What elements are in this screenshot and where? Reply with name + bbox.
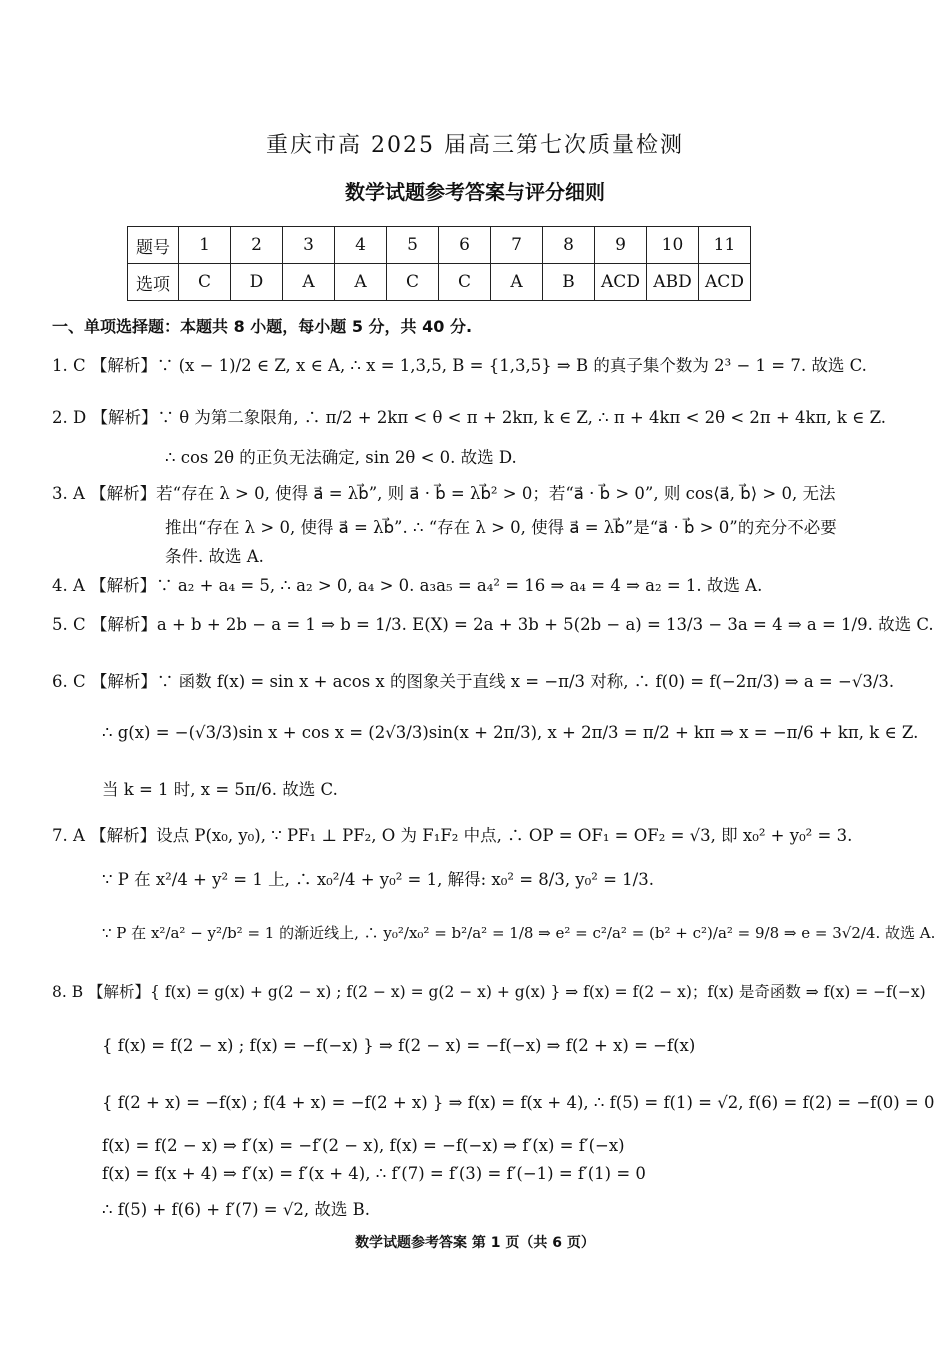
solution-6: 6. C 【解析】∵ 函数 f(x) = sin x + acos x 的图象关于直线 x = −π/3 对称, ∴ f(0) = f(−2π/3) ⇒ a = −√3/3.: [52, 672, 895, 691]
solution-2-cont: ∴ cos 2θ 的正负无法确定, sin 2θ < 0. 故选 D.: [165, 448, 517, 467]
number-cell: 5: [387, 227, 439, 264]
page-title: 重庆市高 2025 届高三第七次质量检测: [266, 133, 684, 158]
number-cell: 4: [335, 227, 387, 264]
answer-row-label: 选项: [128, 264, 179, 301]
answer-cell: A: [335, 264, 387, 301]
number-cell: 10: [647, 227, 699, 264]
answer-cell: C: [387, 264, 439, 301]
section-heading: 一、单项选择题：本题共 8 小题，每小题 5 分，共 40 分.: [52, 317, 473, 336]
answer-cell: B: [543, 264, 595, 301]
solution-8-cont5: ∴ f(5) + f(6) + f′(7) = √2, 故选 B.: [102, 1200, 370, 1219]
number-cell: 8: [543, 227, 595, 264]
solution-8-cont: { f(x) = f(2 − x) ; f(x) = −f(−x) } ⇒ f(2 − x) = −f(−x) ⇒ f(2 + x) = −f(x): [102, 1036, 696, 1055]
number-row-label: 题号: [128, 227, 179, 264]
page-footer: 数学试题参考答案 第 1 页（共 6 页）: [355, 1235, 595, 1251]
answer-cell: C: [179, 264, 231, 301]
solution-7-cont2: ∵ P 在 x²/a² − y²/b² = 1 的渐近线上, ∴ y₀²/x₀² = b²/a² = 1/8 ⇒ e² = c²/a² = (b² + c²)/a² = 9/8 ⇒ e = 3√2/4. 故选 A.: [102, 924, 936, 942]
solution-6-cont2: 当 k = 1 时, x = 5π/6. 故选 C.: [102, 780, 338, 799]
solution-8-cont4: f(x) = f(x + 4) ⇒ f′(x) = f′(x + 4), ∴ f′(7) = f′(3) = f′(−1) = f′(1) = 0: [102, 1164, 646, 1183]
answer-cell: ABD: [647, 264, 699, 301]
answer-cell: ACD: [699, 264, 751, 301]
solution-4: 4. A 【解析】∵ a₂ + a₄ = 5, ∴ a₂ > 0, a₄ > 0. a₃a₅ = a₄² = 16 ⇒ a₄ = 4 ⇒ a₂ = 1. 故选 A.: [52, 576, 763, 595]
number-cell: 9: [595, 227, 647, 264]
solution-5: 5. C 【解析】a + b + 2b − a = 1 ⇒ b = 1/3. E(X) = 2a + 3b + 5(2b − a) = 13/3 − 3a = 4 ⇒ a = 1/9. 故选 C.: [52, 615, 934, 634]
answer-cell: D: [231, 264, 283, 301]
number-cell: 2: [231, 227, 283, 264]
solution-3: 3. A 【解析】若“存在 λ > 0, 使得 a⃗ = λb⃗”, 则 a⃗ · b⃗ = λb⃗² > 0；若“a⃗ · b⃗ > 0”, 则 cos⟨a⃗, b⃗⟩ > 0, 无法: [52, 484, 836, 503]
solution-7: 7. A 【解析】设点 P(x₀, y₀), ∵ PF₁ ⊥ PF₂, O 为 F₁F₂ 中点, ∴ OP = OF₁ = OF₂ = √3, 即 x₀² + y₀² = 3.: [52, 826, 853, 845]
solution-8-cont3: f(x) = f(2 − x) ⇒ f′(x) = −f′(2 − x), f(x) = −f(−x) ⇒ f′(x) = f′(−x): [102, 1136, 625, 1155]
solution-1: 1. C 【解析】∵ (x − 1)/2 ∈ Z, x ∈ A, ∴ x = 1,3,5, B = {1,3,5} ⇒ B 的真子集个数为 2³ − 1 = 7. 故选 C.: [52, 356, 867, 375]
answer-cell: A: [283, 264, 335, 301]
number-cell: 1: [179, 227, 231, 264]
answer-table-answer-row: [128, 264, 751, 301]
answer-cell: ACD: [595, 264, 647, 301]
number-cell: 6: [439, 227, 491, 264]
solution-8-cont2: { f(2 + x) = −f(x) ; f(4 + x) = −f(2 + x) } ⇒ f(x) = f(x + 4), ∴ f(5) = f(1) = √2, f(6) = f(2) = −f(0) = 0: [102, 1093, 935, 1112]
number-cell: 3: [283, 227, 335, 264]
answer-table: [127, 226, 751, 301]
solution-7-cont: ∵ P 在 x²/4 + y² = 1 上, ∴ x₀²/4 + y₀² = 1, 解得: x₀² = 8/3, y₀² = 1/3.: [102, 870, 654, 889]
solution-2: 2. D 【解析】∵ θ 为第二象限角, ∴ π/2 + 2kπ < θ < π + 2kπ, k ∈ Z, ∴ π + 4kπ < 2θ < 2π + 4kπ, k ∈ Z.: [52, 408, 887, 427]
solution-3-cont: 推出“存在 λ > 0, 使得 a⃗ = λb⃗”. ∴ “存在 λ > 0, 使得 a⃗ = λb⃗”是“a⃗ · b⃗ > 0”的充分不必要: [165, 518, 837, 537]
solution-6-cont: ∴ g(x) = −(√3/3)sin x + cos x = (2√3/3)sin(x + 2π/3), x + 2π/3 = π/2 + kπ ⇒ x = −π/6 + kπ, k ∈ Z.: [102, 723, 919, 742]
number-cell: 11: [699, 227, 751, 264]
answer-table-number-row: [128, 227, 751, 264]
solution-3-cont2: 条件. 故选 A.: [165, 547, 264, 566]
answer-cell: A: [491, 264, 543, 301]
page-subtitle: 数学试题参考答案与评分细则: [345, 180, 605, 204]
solution-8: 8. B 【解析】{ f(x) = g(x) + g(2 − x) ; f(2 − x) = g(2 − x) + g(x) } ⇒ f(x) = f(2 − x)；f(x) 是奇函数 ⇒ f(x) = −f(−x): [52, 983, 926, 1001]
answer-cell: C: [439, 264, 491, 301]
number-cell: 7: [491, 227, 543, 264]
